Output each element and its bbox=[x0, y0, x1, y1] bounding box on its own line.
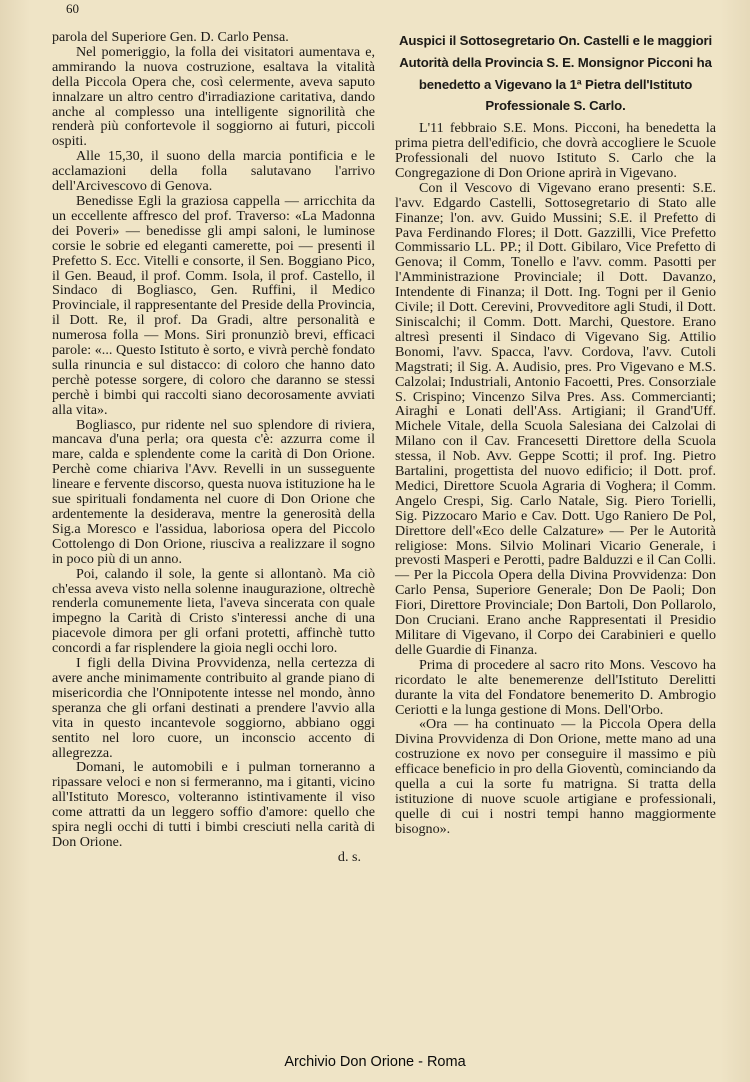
paragraph: Benedisse Egli la graziosa cappella — arricchita da un eccellente affresco del prof. Traverso: «La Madonna dei Poveri» — benedisse gli ampi saloni, le luminose corsie le sobrie ed eleganti camerette, poi — presenti il Prefetto S. Ecc. Vitelli e consorte, il Sen. Boggiano Pico, il Gen. Beaud, il prof. Comm. Isola, il prof. Castello, il Sindaco di Bogliasco, Gen. Ruffini, il Medico Provinciale, il rappresentante del Preside della Provincia, il Dott. Re, il prof. Da Gradi, altre personalità e numerosa folla — Mons. Siri pronunziò brevi, efficaci parole: «... Questo Istituto è sorto, e vivrà perchè fondato sulla rinuncia e sul distacco: di coloro che hanno dato perchè potesse sorgere, di coloro che daranno se stessi perchè i bimbi qui raccolti siano decorosamente avviati alla vita». bbox=[52, 192, 375, 418]
paragraph: L'11 febbraio S.E. Mons. Picconi, ha benedetta la prima pietra dell'edificio, che dovrà accogliere le Scuole Professionali del nuovo Istituto S. Carlo che la Congregazione di Don Orione aprirà in Vigevano. bbox=[395, 120, 716, 181]
right-column bbox=[395, 30, 716, 837]
page-number: 60 bbox=[66, 1, 79, 16]
paragraph: Domani, le automobili e i pulman torneranno a ripassare veloci e non si fermeranno, ma i gitanti, vicino all'Istituto Moresco, volteranno istintivamente il viso come attratti da un leggero soffio d'amore: quello che spira negli occhi di tutti i bimbi cresciuti nella carità di Don Orione. bbox=[52, 759, 375, 850]
paragraph: Alle 15,30, il suono della marcia pontificia e le acclamazioni della folla salutavano l'arrivo dell'Arcivescovo di Genova. bbox=[52, 148, 375, 195]
paragraph: Nel pomeriggio, la folla dei visitatori aumentava e, ammirando la nuova costruzione, esaltava la vitalità della Piccola Opera che, così celermente, aveva saputo innalzare un altro centro d'irradiazione caritativa, dando anche al complesso una intelligente signorilità che renderà più confortevole il soggiorno ai futuri, piccoli ospiti. bbox=[52, 43, 375, 150]
paragraph: Prima di procedere al sacro rito Mons. Vescovo ha ricordato le alte benemerenze dell'Istituto Derelitti durante la vita del Fondatore benemerito D. Ambrogio Ceriotti e la lunga gestione di Mons. Dell'Orbo. bbox=[395, 656, 716, 718]
paragraph: Bogliasco, pur ridente nel suo splendore di riviera, mancava d'una perla; ora questa c'è: azzurra come il mare, calda e splendente come la carità di Don Orione. Perchè come chiariva l'Avv. Revelli in un susseguente lineare e fervente discorso, questa nuova istituzione ha le sue spirituali fondamenta nel cuore di Don Orione che ardentemente la desiderava, mentre la generosità della Sig.a Moresco e l'assidua, laboriosa opera del Piccolo Cottolengo di Don Orione, riusciva a realizzare il sogno in poco più di un anno. bbox=[52, 416, 375, 567]
paragraph: parola del Superiore Gen. D. Carlo Pensa. bbox=[52, 29, 289, 45]
article-headline: Auspici il Sottosegretario On. Castelli e le maggiori Autorità della Provincia S. E. Monsignor Picconi ha benedetto a Vigevano la 1ª Pietra dell'Istituto Professionale S. Carlo. bbox=[398, 33, 713, 114]
paragraph: Poi, calando il sole, la gente si allontanò. Ma ciò ch'essa aveva visto nella solenne inaugurazione, oltrechè renderla comunemente lieta, l'aveva sincerata con quale impegno la Carità di Cristo s'interessi anche di una piacevole dimora per gli orfani protetti, affinchè tutto concordi a far risplendere la gioia negli occhi loro. bbox=[52, 565, 375, 657]
left-column bbox=[52, 30, 375, 865]
article-signature: d. s. bbox=[337, 848, 361, 865]
paragraph: Con il Vescovo di Vigevano erano presenti: S.E. l'avv. Edgardo Castelli, Sottosegretario di Stato alle Finanze; l'on. avv. Guido Mussini; S.E. il Prefetto di Pava Ferdinando Flores; il Dott. Gazzilli, Vice Prefetto Commissario LL. PP.; il Dott. Gibilaro, Vice Prefetto di Genova; il Comm, Tonello e l'avv. comm. Pasotti per l'Amministrazione Provinciale; il Dott. Davanzo, Intendente di Finanza; il Dott. Ing. Togni per il Genio Civile; il Dott. Cerevini, Provveditore agli Studi, il Dott. Siniscalchi; il Comm. Dott. Marchi, Questore. Erano altresì presenti il Sindaco di Vigevano Sig. Attilio Bonomi, l'avv. Spacca, l'avv. Cordova, l'avv. Cutoli Magstrati; il Sig. A. Audisio, pres. Pro Vigevano e M.S. Calzolai; Industriali, Antonio Facoetti, Pres. Consorziale S. Crispino; Vincenzo Silva Pres. Ass. Commercianti; Airaghi e Lonati dell'Ass. Artigiani; il Grand'Uff. Michele Vitale, della Scuola Salesiana dei Calzolai di Milano con il Cav. Francesetti Direttore della Scuola stessa, il Nob. Avv. Geppe Scotti; il prof. Ing. Pietro Bartalini, progettista del nuovo edificio; il Dott. prof. Medici, Direttore Scuola Agraria di Voghera; il Comm. Angelo Crespi, Sig. Carlo Natale, Sig. Piero Torielli, Sig. Pizzocaro Mario e Cav. Dott. Ugo Raniero De Pol, Direttore dell'«Eco delle Calzature» — Per le Autorità religiose: Mons. Silvio Molinari Vicario Generale, i prevosti Masperi e Perotti, padre Balduzzi e il Can Colli. — Per la Piccola Opera della Divina Provvidenza: Don Carlo Pensa, Superiore Generale; Don De Paoli; Don Fiori, Direttore Provinciale; Don Bartoli, Don Pollarolo, Don Cruciani. Erano anche Rappresentati il Presidio Militare di Vigevano, il Corpo dei Carabinieri e quello delle Guardie di Finanza. bbox=[395, 179, 716, 658]
archive-footer: Archivio Don Orione - Roma bbox=[284, 1054, 466, 1070]
paragraph: «Ora — ha continuato — la Piccola Opera della Divina Provvidenza di Don Orione, mette mano ad una costruzione ex novo per conseguire il massimo e più efficace beneficio in pro della Gioventù, cominciando da quella a cui la sorte fu matrigna. Si tratta della istituzione di nuove scuole artigiane e professionali, quelle di cui i nostri tempi hanno maggiormente bisogno». bbox=[395, 716, 716, 837]
paragraph: I figli della Divina Provvidenza, nella certezza di avere anche minimamente contribuito al grande piano di misericordia che l'Onnipotente intesse nel mondo, ànno speranza che gli orfani destinati a prendere l'avvio alla vita in questo incantevole soggiorno, abbiano oggi sentito nel loro cuore, un inconscio accento di allegrezza. bbox=[52, 655, 375, 761]
